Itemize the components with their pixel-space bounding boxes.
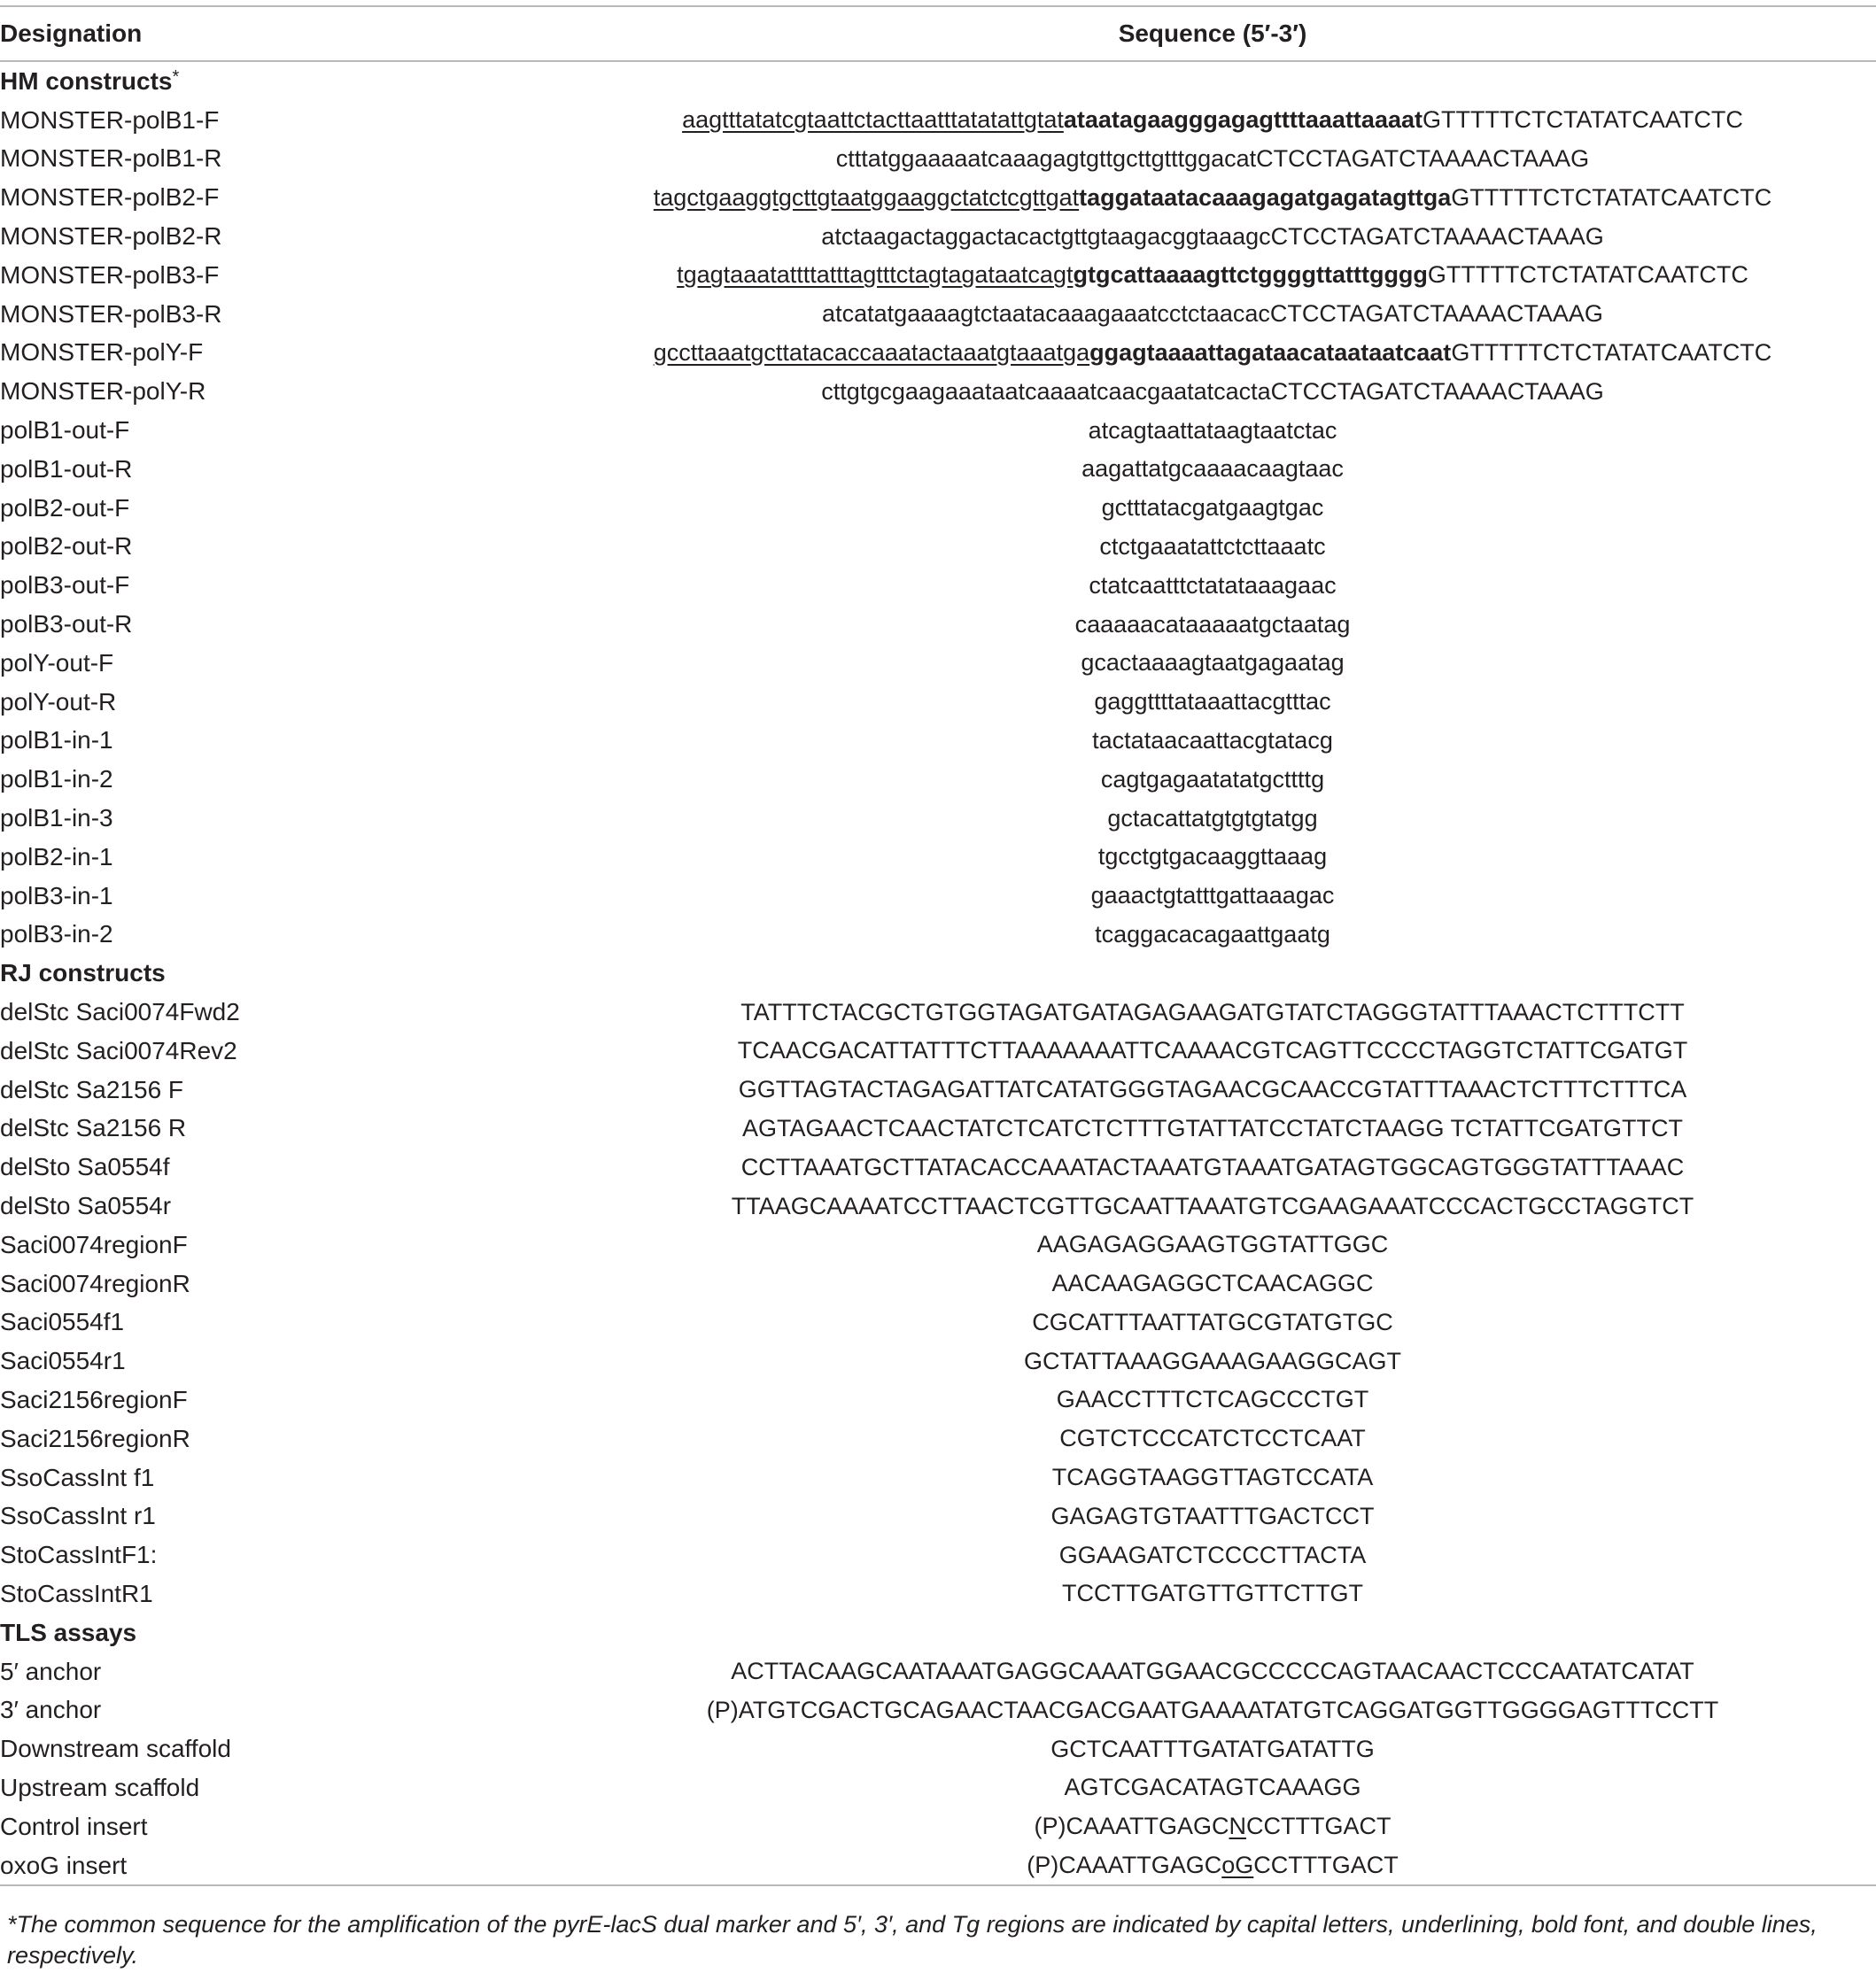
primer-designation: polB1-in-3 [0, 804, 113, 832]
plain-segment: GTTTTTCTCTATATCAATCTC [1451, 183, 1772, 211]
primer-designation: SsoCassInt f1 [0, 1463, 155, 1491]
sequence-text [731, 1658, 1694, 1685]
primer-sequence [549, 334, 1876, 373]
primer-designation: delStc Sa2156 R [0, 1114, 187, 1142]
primer-sequence [549, 605, 1876, 644]
plain-segment: (P)CAAATTGAGC [1034, 1813, 1229, 1840]
table-footnote: *The common sequence for the amplification of the pyrE-lacS dual marker and 5′, 3′, and Tg regions are indicated by capital letters, underlining, bold font, and double lines, respectively. [7, 1911, 1818, 1969]
sequence-text [1102, 494, 1324, 522]
underlined-segment: aagtttatatcgtaattctacttaatttatatattgtat [682, 106, 1064, 134]
primer-sequence [549, 1381, 1876, 1420]
underlined-segment: tgagtaaatattttatttagtttctagtagataatcagt [677, 261, 1074, 289]
plain-segment: ACTTACAAGCAATAAATGAGGCAAATGGAACGCCCCCAGTAACAACTCCCAATATCATAT [731, 1658, 1694, 1685]
section-title [0, 1613, 1876, 1652]
primer-designation: Saci0554f1 [0, 1308, 125, 1336]
primer-designation: MONSTER-polY-F [0, 338, 204, 367]
plain-segment: GAGAGTGTAATTTGACTCCT [1050, 1502, 1375, 1529]
primer-designation: Control insert [0, 1812, 148, 1840]
primer-sequence [549, 1148, 1876, 1187]
primer-sequence [549, 1691, 1876, 1729]
primer-sequence [549, 1304, 1876, 1342]
sequence-text [654, 339, 1772, 367]
sequence-text [1081, 649, 1344, 677]
primer-row [0, 1148, 1876, 1187]
plain-segment: AACAAGAGGCTCAACAGGC [1051, 1270, 1374, 1297]
primer-designation: MONSTER-polB1-F [0, 105, 220, 134]
sequence-text [741, 1154, 1685, 1181]
plain-segment: CCTTTGACT [1253, 1852, 1399, 1879]
primer-designation: polY-out-R [0, 687, 117, 716]
primer-row [0, 644, 1876, 683]
primer-row [0, 1458, 1876, 1497]
primer-sequence [549, 1420, 1876, 1458]
sequence-text [654, 184, 1771, 212]
primer-row [0, 140, 1876, 179]
plain-segment: GAACCTTTCTCAGCCCTGT [1056, 1386, 1369, 1413]
plain-segment: ctttatggaaaaatcaaagagtgttgcttgtttggacatCTCCTAGATCTAAAACTAAAG [835, 144, 1590, 172]
bold-segment: taggataatacaaagagatgagatagttga [1079, 183, 1452, 211]
sequence-text [1107, 805, 1317, 832]
plain-segment: GCTATTAAAGGAAAGAAGGCAGT [1023, 1347, 1402, 1374]
primer-sequence [549, 1652, 1876, 1691]
primer-designation: delStc Sa2156 F [0, 1075, 184, 1103]
primer-sequence [549, 256, 1876, 295]
primer-sequence [549, 1458, 1876, 1497]
primer-row [0, 295, 1876, 334]
primer-sequence [549, 1768, 1876, 1807]
primer-row [0, 450, 1876, 489]
primer-row [0, 1691, 1876, 1729]
plain-segment: CGTCTCCCATCTCCTCAAT [1059, 1425, 1366, 1452]
sequence-text [836, 145, 1589, 173]
plain-segment: (P)CAAATTGAGC [1027, 1852, 1222, 1879]
primer-designation: SsoCassInt r1 [0, 1502, 156, 1530]
primer-row [0, 1768, 1876, 1807]
plain-segment: TCCTTGATGTTGTTCTTGT [1062, 1580, 1363, 1607]
primer-designation: oxoG insert [0, 1846, 549, 1886]
primer-sequence [549, 140, 1876, 179]
primer-row [0, 528, 1876, 567]
primer-row [0, 1187, 1876, 1226]
primer-table [0, 5, 1876, 1886]
primer-sequence [549, 217, 1876, 256]
primer-row [0, 1420, 1876, 1458]
plain-segment: (P)ATGTCGACTGCAGAACTAACGACGAATGAAAATATGTCAGGATGGTTGGGGAGTTTCCTT [706, 1696, 1719, 1723]
primer-designation: polB2-out-F [0, 493, 130, 522]
primer-designation: MONSTER-polB3-F [0, 260, 220, 289]
primer-sequence [549, 1265, 1876, 1304]
sequence-text [1035, 1813, 1391, 1840]
primer-designation: polB3-out-F [0, 571, 130, 600]
sequence-text [732, 1193, 1694, 1220]
primer-row [0, 1536, 1876, 1575]
plain-segment: ctatcaatttctatataaagaac [1089, 571, 1337, 599]
sequence-text [1098, 843, 1327, 870]
primer-sequence [549, 1342, 1876, 1381]
sequence-text [1027, 1852, 1399, 1879]
sequence-text [1095, 921, 1330, 948]
primer-designation: StoCassIntF1: [0, 1541, 158, 1569]
primer-row [0, 1497, 1876, 1536]
primer-sequence [549, 411, 1876, 450]
primer-designation: MONSTER-polB3-R [0, 299, 222, 328]
primer-row [0, 334, 1876, 373]
primer-sequence [549, 799, 1876, 838]
primer-designation: Saci2156regionR [0, 1424, 190, 1452]
primer-designation: Saci0554r1 [0, 1347, 126, 1375]
primer-designation: polB2-out-R [0, 532, 133, 561]
plain-segment: aagattatgcaaaacaagtaac [1081, 455, 1344, 483]
plain-segment: GTTTTTCTCTATATCAATCTC [1427, 261, 1748, 289]
primer-sequence [549, 489, 1876, 528]
primer-designation: polB1-out-F [0, 416, 130, 445]
primer-designation: polB3-out-R [0, 610, 133, 638]
plain-segment: AGTAGAACTCAACTATCTCATCTCTTTGTATTATCCTATCTAAGG TCTATTCGATGTTCT [742, 1114, 1683, 1141]
primer-row [0, 178, 1876, 217]
primer-designation: Saci0074regionR [0, 1269, 190, 1297]
section-header-row [0, 1613, 1876, 1652]
sequence-text [1089, 572, 1336, 600]
primer-designation: MONSTER-polY-R [0, 377, 206, 406]
primer-sequence [549, 372, 1876, 411]
primer-designation: MONSTER-polB2-F [0, 183, 220, 212]
primer-row [0, 1265, 1876, 1304]
primer-sequence [549, 528, 1876, 567]
primer-row [0, 605, 1876, 644]
plain-segment: ctctgaaatattctcttaaatc [1099, 532, 1326, 560]
primer-sequence [549, 877, 1876, 916]
plain-segment: CCTTAAATGCTTATACACCAAATACTAAATGTAAATGATAGTGGCAGTGGGTATTTAAAC [740, 1153, 1685, 1180]
footnote-marker: * [172, 66, 180, 87]
plain-segment: tactataacaattacgtatacg [1092, 726, 1333, 754]
sequence-text [707, 1697, 1719, 1724]
primer-row [0, 838, 1876, 877]
header-row [0, 6, 1876, 61]
primer-sequence [549, 1575, 1876, 1613]
primer-sequence [549, 683, 1876, 722]
primer-row [0, 489, 1876, 528]
primer-designation: polB1-out-R [0, 454, 133, 483]
plain-segment: GGAAGATCTCCCCTTACTA [1058, 1541, 1367, 1568]
designation-column-header: Designation [0, 6, 549, 61]
primer-row [0, 722, 1876, 761]
plain-segment: TTAAGCAAAATCCTTAACTCGTTGCAATTAAATGTCGAAGAAATCCCACTGCCTAGGTCT [731, 1192, 1694, 1219]
primer-row [0, 256, 1876, 295]
plain-segment: tcaggacacagaattgaatg [1095, 920, 1330, 948]
primer-row [0, 1652, 1876, 1691]
sequence-text [1075, 611, 1351, 638]
primer-row [0, 1110, 1876, 1149]
section-title [0, 61, 1876, 101]
sequence-text [1032, 1309, 1392, 1336]
plain-segment: gctttatacgatgaagtgac [1101, 494, 1324, 522]
primer-sequence [549, 1497, 1876, 1536]
section-header-row [0, 954, 1876, 993]
plain-segment: GTTTTTCTCTATATCAATCTC [1422, 106, 1743, 134]
primer-row [0, 1304, 1876, 1342]
primer-row [0, 566, 1876, 605]
sequence-text [1051, 1503, 1375, 1530]
plain-segment: gcactaaaagtaatgagaatag [1081, 649, 1345, 677]
primer-row [0, 101, 1876, 140]
primer-row [0, 217, 1876, 256]
primer-sequence [549, 1846, 1876, 1886]
primer-sequence [549, 1226, 1876, 1265]
plain-segment: atctaagactaggactacactgttgtaagacggtaaagcCTCCTAGATCTAAAACTAAAG [821, 222, 1604, 250]
sequence-text [1092, 727, 1333, 754]
section-title-text: RJ constructs [0, 959, 166, 987]
plain-segment: GCTCAATTTGATATGATATTG [1050, 1735, 1375, 1762]
primer-row [0, 683, 1876, 722]
primer-designation: MONSTER-polB1-R [0, 144, 222, 173]
underlined-segment: N [1229, 1813, 1247, 1840]
primer-row [0, 877, 1876, 916]
sequence-text [822, 300, 1603, 328]
primer-sequence [549, 1032, 1876, 1071]
table-body [0, 61, 1876, 1885]
primer-designation: polB1-in-2 [0, 765, 113, 793]
primer-sequence [549, 101, 1876, 140]
primer-designation: polB3-in-1 [0, 881, 113, 909]
bold-segment: gtgcattaaaagttctggggttatttgggg [1073, 261, 1428, 289]
primer-row [0, 799, 1876, 838]
primer-designation: Upstream scaffold [0, 1773, 200, 1801]
primer-designation: polB3-in-2 [0, 920, 113, 948]
primer-sequence [549, 1071, 1876, 1110]
sequence-text [1101, 766, 1324, 793]
sequence-text [1089, 417, 1337, 445]
plain-segment: tgcctgtgacaaggttaaag [1097, 843, 1328, 870]
primer-sequence [549, 838, 1876, 877]
section-title-text: HM constructs [0, 66, 173, 95]
sequence-text [1094, 688, 1330, 716]
primer-designation: polY-out-F [0, 648, 114, 677]
primer-sequence [549, 1187, 1876, 1226]
plain-segment: TCAGGTAAGGTTAGTCCATA [1051, 1464, 1374, 1491]
sequence-text [682, 106, 1743, 134]
plain-segment: AAGAGAGGAAGTGGTATTGGC [1036, 1231, 1389, 1258]
primer-row [0, 1032, 1876, 1071]
primer-row [0, 760, 1876, 799]
section-header-row [0, 61, 1876, 101]
underlined-segment: oG [1221, 1852, 1254, 1879]
primer-sequence [549, 566, 1876, 605]
primer-sequence [549, 295, 1876, 334]
sequence-text [1050, 1736, 1374, 1763]
table-header [0, 6, 1876, 61]
section-title [0, 954, 1876, 993]
sequence-text [1062, 1580, 1363, 1607]
plain-segment: gaggttttataaattacgtttac [1094, 688, 1331, 716]
primer-designation: Saci2156regionF [0, 1385, 188, 1413]
sequence-text [1064, 1774, 1360, 1801]
primer-row [0, 411, 1876, 450]
sequence-text [1051, 1270, 1373, 1297]
plain-segment: caaaaacataaaaatgctaatag [1074, 610, 1351, 638]
sequence-text [1037, 1231, 1389, 1258]
section-title-text: TLS assays [0, 1618, 137, 1646]
plain-segment: gaaactgtatttgattaaagac [1090, 882, 1335, 909]
primer-row [0, 1226, 1876, 1265]
sequence-text [742, 1115, 1683, 1142]
primer-designation: StoCassIntR1 [0, 1579, 153, 1607]
sequence-text [1052, 1464, 1374, 1491]
primer-designation: delSto Sa0554r [0, 1192, 172, 1219]
primer-sequence [549, 722, 1876, 761]
sequence-text [1099, 533, 1325, 561]
primer-row [0, 916, 1876, 955]
sequence-text [1059, 1542, 1367, 1569]
primer-designation: Downstream scaffold [0, 1735, 231, 1763]
primer-designation: 5′ anchor [0, 1657, 102, 1685]
plain-segment: GGTTAGTACTAGAGATTATCATATGGGTAGAACGCAACCGTATTTAAACTCTTTCTTTCA [738, 1076, 1687, 1103]
primer-row [0, 1846, 1876, 1886]
primer-sequence [549, 1729, 1876, 1768]
primer-designation: delStc Saci0074Rev2 [0, 1036, 237, 1064]
sequence-text [1091, 882, 1335, 909]
sequence-text [1081, 455, 1344, 483]
plain-segment: CCTTTGACT [1246, 1813, 1391, 1840]
sequence-column-header: Sequence (5′-3′) [549, 6, 1876, 61]
primer-sequence [549, 450, 1876, 489]
primer-sequence [549, 760, 1876, 799]
primer-designation: delSto Sa0554f [0, 1153, 170, 1181]
plain-segment: cagtgagaatatatgcttttg [1100, 765, 1325, 793]
underlined-segment: gccttaaatgcttatacaccaaatactaaatgtaaatga [653, 338, 1090, 366]
plain-segment: gctacattatgtgtgtatgg [1107, 804, 1318, 832]
primer-sequence [549, 1536, 1876, 1575]
sequence-text [821, 378, 1603, 406]
sequence-text [739, 1076, 1686, 1103]
primer-row [0, 1381, 1876, 1420]
sequence-text [738, 1037, 1688, 1064]
primer-sequence [549, 993, 1876, 1032]
sequence-text [740, 999, 1684, 1026]
plain-segment: AGTCGACATAGTCAAAGG [1064, 1774, 1361, 1801]
primer-designation: 3′ anchor [0, 1696, 102, 1724]
primer-row [0, 1729, 1876, 1768]
primer-sequence [549, 1807, 1876, 1846]
sequence-text [677, 261, 1748, 289]
primer-designation: delStc Saci0074Fwd2 [0, 998, 240, 1026]
primer-row [0, 1575, 1876, 1613]
primer-sequence [549, 1110, 1876, 1149]
plain-segment: TATTTCTACGCTGTGGTAGATGATAGAGAAGATGTATCTAGGGTATTTAAACTCTTTCTT [740, 998, 1685, 1025]
plain-segment: atcatatgaaaagtctaatacaaagaaatcctctaacacCTCCTAGATCTAAAACTAAAG [822, 300, 1603, 328]
primer-designation: MONSTER-polB2-R [0, 222, 222, 251]
sequence-text [1057, 1386, 1368, 1413]
plain-segment: cttgtgcgaagaaataatcaaaatcaacgaatatcactaCTCCTAGATCTAAAACTAAAG [821, 377, 1604, 405]
primer-designation: polB1-in-1 [0, 726, 113, 754]
primer-row [0, 1807, 1876, 1846]
primer-designation: polB2-in-1 [0, 842, 113, 870]
primer-sequence [549, 644, 1876, 683]
primer-sequence [549, 178, 1876, 217]
plain-segment: atcagtaattataagtaatctac [1088, 416, 1337, 444]
primer-row [0, 993, 1876, 1032]
primer-designation: Saci0074regionF [0, 1230, 188, 1258]
plain-segment: GTTTTTCTCTATATCAATCTC [1451, 338, 1772, 366]
underlined-segment: tagctgaaggtgcttgtaatggaaggctatctcgttgat [653, 183, 1080, 211]
primer-sequence [549, 916, 1876, 955]
plain-segment: CGCATTTAATTATGCGTATGTGC [1032, 1308, 1393, 1335]
sequence-text [1024, 1348, 1401, 1375]
sequence-text [1059, 1425, 1365, 1452]
primer-row [0, 1071, 1876, 1110]
bold-segment: ggagtaaaattagataacataataatcaat [1089, 338, 1452, 366]
primer-row [0, 372, 1876, 411]
bold-segment: ataatagaagggagagttttaaattaaaat [1063, 106, 1423, 134]
primer-row [0, 1342, 1876, 1381]
plain-segment: TCAACGACATTATTTCTTAAAAAAATTCAAAACGTCAGTTCCCCTAGGTCTATTCGATGT [737, 1037, 1688, 1064]
sequence-text [821, 223, 1603, 251]
